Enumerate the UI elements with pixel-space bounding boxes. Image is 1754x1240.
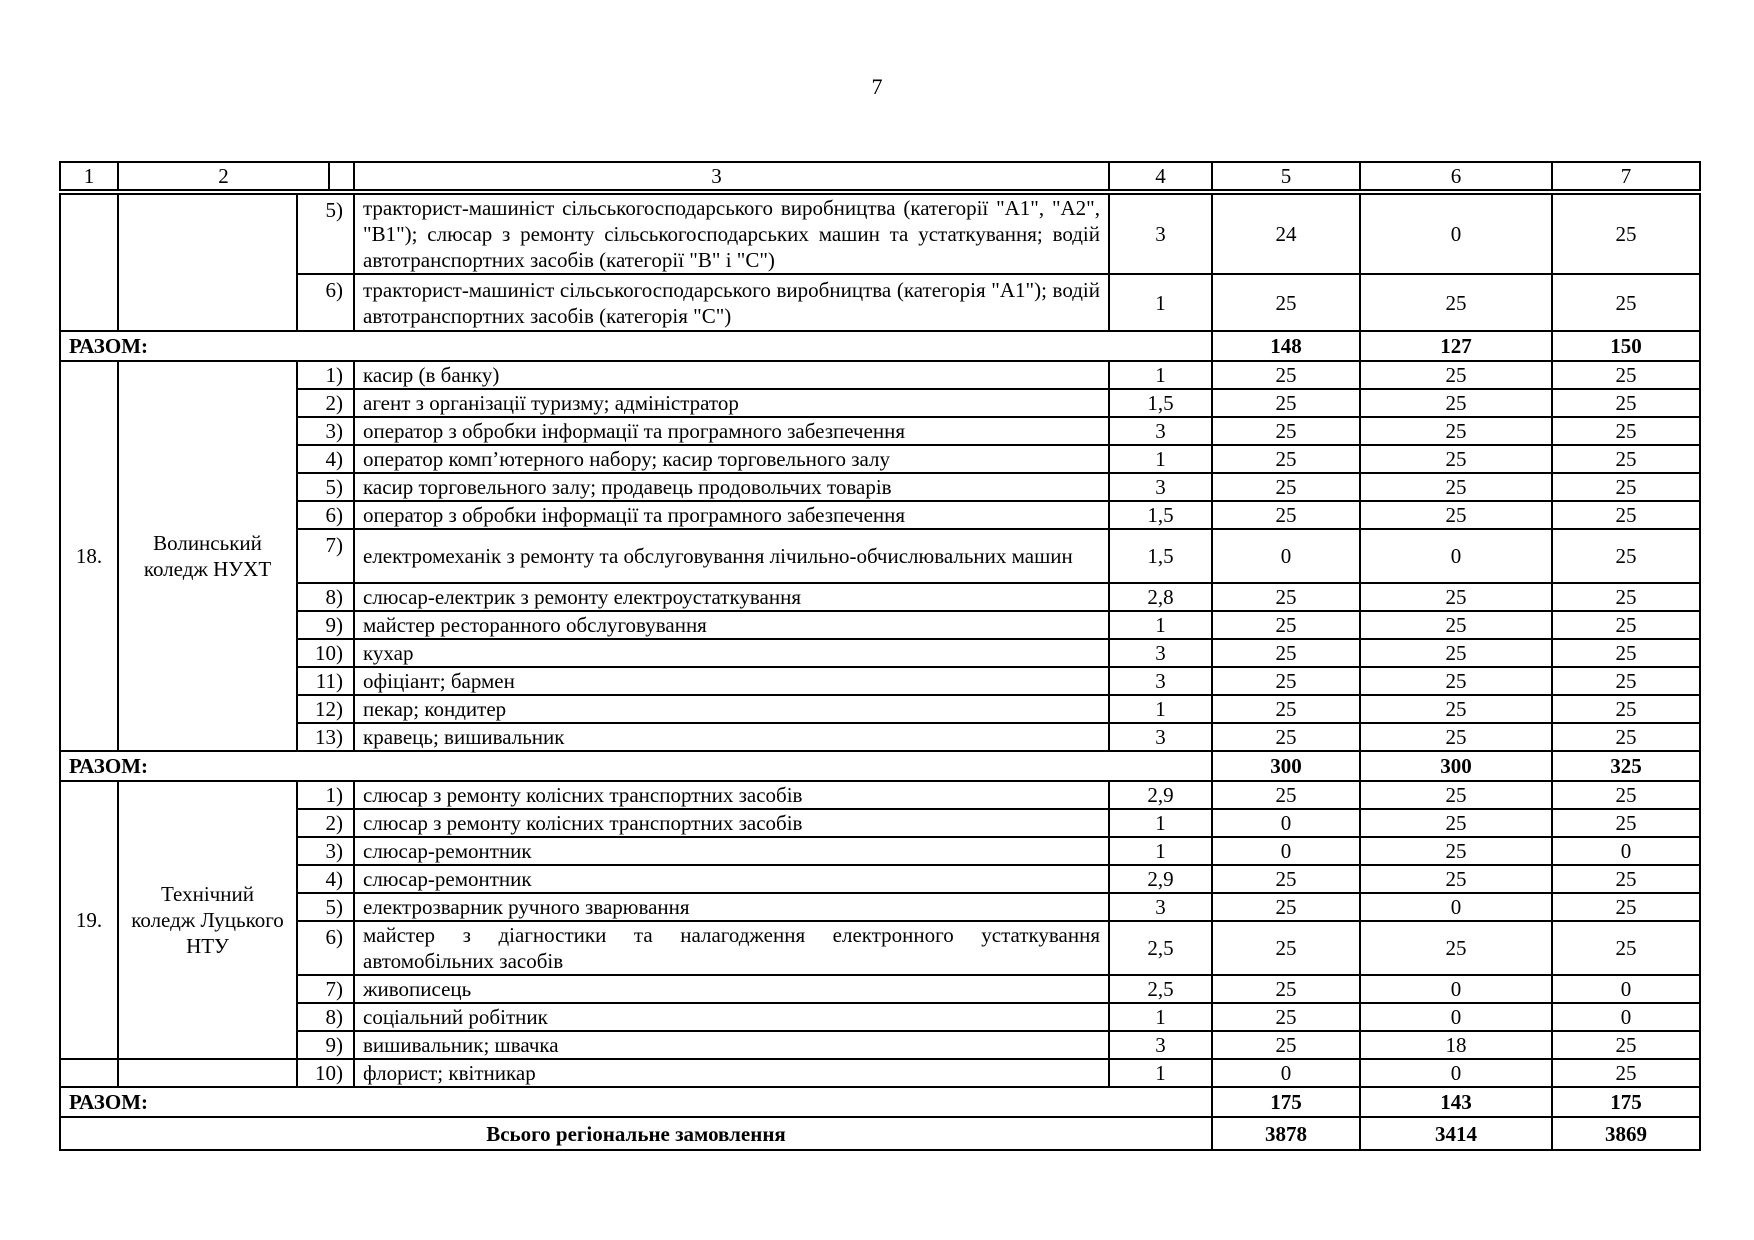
subtotal-col5: 175 bbox=[1212, 1087, 1360, 1117]
col6-value: 25 bbox=[1360, 809, 1552, 837]
subtotal-label: РАЗОМ: bbox=[60, 331, 1212, 361]
col4-value: 1 bbox=[1109, 611, 1212, 639]
col5-value: 25 bbox=[1212, 1003, 1360, 1031]
table-row bbox=[60, 667, 1700, 695]
row-number: 1) bbox=[297, 781, 354, 809]
profession: кухар bbox=[354, 639, 1109, 667]
table-row bbox=[60, 975, 1700, 1003]
col6-value: 25 bbox=[1360, 723, 1552, 751]
row-number: 8) bbox=[297, 1003, 354, 1031]
col7-value: 25 bbox=[1552, 417, 1700, 445]
col7-value: 25 bbox=[1552, 583, 1700, 611]
subtotal-col6: 143 bbox=[1360, 1087, 1552, 1117]
table-row bbox=[60, 445, 1700, 473]
column-header: 5 bbox=[1212, 162, 1360, 192]
col5-value: 25 bbox=[1212, 1031, 1360, 1059]
col7-value: 25 bbox=[1552, 192, 1700, 274]
col6-value: 25 bbox=[1360, 274, 1552, 331]
table-row bbox=[60, 583, 1700, 611]
table-row bbox=[60, 1031, 1700, 1059]
col4-value: 3 bbox=[1109, 723, 1212, 751]
col7-value: 25 bbox=[1552, 893, 1700, 921]
col5-value: 24 bbox=[1212, 192, 1360, 274]
row-number: 10) bbox=[297, 1059, 354, 1087]
col6-value: 0 bbox=[1360, 192, 1552, 274]
column-header: 7 bbox=[1552, 162, 1700, 192]
col7-value: 25 bbox=[1552, 1059, 1700, 1087]
table-row bbox=[60, 1003, 1700, 1031]
col4-value: 2,9 bbox=[1109, 781, 1212, 809]
institution-name: Волинський коледж НУХТ bbox=[118, 361, 297, 751]
table-row bbox=[60, 192, 1700, 274]
col4-value: 3 bbox=[1109, 667, 1212, 695]
col7-value: 25 bbox=[1552, 389, 1700, 417]
column-header: 6 bbox=[1360, 162, 1552, 192]
table-row bbox=[60, 695, 1700, 723]
row-number: 6) bbox=[297, 921, 354, 975]
col4-value: 1 bbox=[1109, 837, 1212, 865]
profession: слюсар з ремонту колісних транспортних засобів bbox=[354, 781, 1109, 809]
row-number: 7) bbox=[297, 529, 354, 583]
col5-value: 0 bbox=[1212, 529, 1360, 583]
table-row bbox=[60, 723, 1700, 751]
col6-value: 25 bbox=[1360, 417, 1552, 445]
col6-value: 25 bbox=[1360, 473, 1552, 501]
col4-value: 2,5 bbox=[1109, 921, 1212, 975]
row-number: 4) bbox=[297, 445, 354, 473]
institution-cell bbox=[118, 192, 297, 331]
col5-value: 25 bbox=[1212, 473, 1360, 501]
col5-value: 25 bbox=[1212, 723, 1360, 751]
col7-value: 25 bbox=[1552, 921, 1700, 975]
row-number: 3) bbox=[297, 417, 354, 445]
grand-total-col7: 3869 bbox=[1552, 1117, 1700, 1150]
table-row bbox=[60, 837, 1700, 865]
col4-value: 2,9 bbox=[1109, 865, 1212, 893]
row-number: 6) bbox=[297, 501, 354, 529]
col4-value: 1 bbox=[1109, 1059, 1212, 1087]
row-number: 13) bbox=[297, 723, 354, 751]
row-number: 6) bbox=[297, 274, 354, 331]
row-number: 9) bbox=[297, 1031, 354, 1059]
col5-value: 25 bbox=[1212, 445, 1360, 473]
institution-cell bbox=[118, 1059, 297, 1087]
profession: оператор з обробки інформації та програмного забезпечення bbox=[354, 501, 1109, 529]
profession: касир (в банку) bbox=[354, 361, 1109, 389]
index-cell bbox=[60, 192, 118, 331]
row-number: 12) bbox=[297, 695, 354, 723]
row-number: 7) bbox=[297, 975, 354, 1003]
subtotal-label: РАЗОМ: bbox=[60, 751, 1212, 781]
col4-value: 3 bbox=[1109, 1031, 1212, 1059]
column-header: 1 bbox=[60, 162, 118, 192]
subtotal-row bbox=[60, 1087, 1700, 1117]
row-number: 4) bbox=[297, 865, 354, 893]
profession: соціальний робітник bbox=[354, 1003, 1109, 1031]
col7-value: 25 bbox=[1552, 501, 1700, 529]
profession: оператор комп’ютерного набору; касир торговельного залу bbox=[354, 445, 1109, 473]
column-header-2: 2 bbox=[119, 163, 330, 189]
column-header: 3 bbox=[354, 162, 1109, 192]
table-row bbox=[60, 809, 1700, 837]
profession: агент з організації туризму; адміністратор bbox=[354, 389, 1109, 417]
grand-total-row bbox=[60, 1117, 1700, 1150]
col4-value: 3 bbox=[1109, 417, 1212, 445]
col6-value: 25 bbox=[1360, 583, 1552, 611]
col5-value: 25 bbox=[1212, 893, 1360, 921]
col6-value: 25 bbox=[1360, 361, 1552, 389]
col7-value: 25 bbox=[1552, 809, 1700, 837]
col5-value: 25 bbox=[1212, 975, 1360, 1003]
col4-value: 1 bbox=[1109, 1003, 1212, 1031]
table-row bbox=[60, 473, 1700, 501]
subtotal-col5: 148 bbox=[1212, 331, 1360, 361]
col7-value: 25 bbox=[1552, 611, 1700, 639]
profession: офіціант; бармен bbox=[354, 667, 1109, 695]
table-row bbox=[60, 893, 1700, 921]
col4-value: 3 bbox=[1109, 893, 1212, 921]
col5-value: 25 bbox=[1212, 865, 1360, 893]
col5-value: 0 bbox=[1212, 1059, 1360, 1087]
col7-value: 25 bbox=[1552, 445, 1700, 473]
profession: оператор з обробки інформації та програмного забезпечення bbox=[354, 417, 1109, 445]
row-number: 5) bbox=[297, 473, 354, 501]
profession: слюсар-ремонтник bbox=[354, 865, 1109, 893]
row-number: 11) bbox=[297, 667, 354, 695]
subtotal-col7: 175 bbox=[1552, 1087, 1700, 1117]
profession: слюсар з ремонту колісних транспортних засобів bbox=[354, 809, 1109, 837]
grand-total-col6: 3414 bbox=[1360, 1117, 1552, 1150]
col4-value: 1,5 bbox=[1109, 529, 1212, 583]
col7-value: 25 bbox=[1552, 274, 1700, 331]
col5-value: 25 bbox=[1212, 583, 1360, 611]
regional-order-table bbox=[59, 161, 1701, 1151]
page-number: 7 bbox=[871, 74, 883, 99]
col6-value: 25 bbox=[1360, 445, 1552, 473]
profession: слюсар-електрик з ремонту електроустаткування bbox=[354, 583, 1109, 611]
col4-value: 1 bbox=[1109, 274, 1212, 331]
subtotal-row bbox=[60, 751, 1700, 781]
col7-value: 25 bbox=[1552, 1031, 1700, 1059]
col6-value: 25 bbox=[1360, 921, 1552, 975]
subtotal-col5: 300 bbox=[1212, 751, 1360, 781]
profession: живописець bbox=[354, 975, 1109, 1003]
col5-value: 0 bbox=[1212, 837, 1360, 865]
col6-value: 25 bbox=[1360, 501, 1552, 529]
col6-value: 0 bbox=[1360, 975, 1552, 1003]
col7-value: 25 bbox=[1552, 695, 1700, 723]
col6-value: 25 bbox=[1360, 639, 1552, 667]
subtotal-col6: 300 bbox=[1360, 751, 1552, 781]
profession: слюсар-ремонтник bbox=[354, 837, 1109, 865]
col6-value: 25 bbox=[1360, 781, 1552, 809]
institution-index: 19. bbox=[60, 781, 118, 1059]
row-number: 3) bbox=[297, 837, 354, 865]
col7-value: 25 bbox=[1552, 473, 1700, 501]
table-row bbox=[60, 611, 1700, 639]
col5-value: 25 bbox=[1212, 611, 1360, 639]
col4-value: 2,5 bbox=[1109, 975, 1212, 1003]
col6-value: 25 bbox=[1360, 389, 1552, 417]
col6-value: 0 bbox=[1360, 1003, 1552, 1031]
col4-value: 3 bbox=[1109, 192, 1212, 274]
col4-value: 1,5 bbox=[1109, 501, 1212, 529]
profession: кравець; вишивальник bbox=[354, 723, 1109, 751]
col7-value: 25 bbox=[1552, 639, 1700, 667]
table-row bbox=[60, 921, 1700, 975]
col4-value: 1 bbox=[1109, 361, 1212, 389]
col5-value: 25 bbox=[1212, 417, 1360, 445]
table-row bbox=[60, 361, 1700, 389]
col4-value: 2,8 bbox=[1109, 583, 1212, 611]
col7-value: 25 bbox=[1552, 529, 1700, 583]
profession: вишивальник; швачка bbox=[354, 1031, 1109, 1059]
row-number: 1) bbox=[297, 361, 354, 389]
row-number: 2) bbox=[297, 389, 354, 417]
table-row bbox=[60, 529, 1700, 583]
col7-value: 0 bbox=[1552, 975, 1700, 1003]
col7-value: 25 bbox=[1552, 781, 1700, 809]
col7-value: 0 bbox=[1552, 1003, 1700, 1031]
col4-value: 1,5 bbox=[1109, 389, 1212, 417]
column-number-header-row bbox=[60, 162, 1700, 192]
col6-value: 25 bbox=[1360, 611, 1552, 639]
subtotal-col7: 325 bbox=[1552, 751, 1700, 781]
row-number: 9) bbox=[297, 611, 354, 639]
profession: пекар; кондитер bbox=[354, 695, 1109, 723]
col4-value: 1 bbox=[1109, 445, 1212, 473]
col5-value: 25 bbox=[1212, 274, 1360, 331]
row-number: 10) bbox=[297, 639, 354, 667]
institution-index: 18. bbox=[60, 361, 118, 751]
profession: майстер ресторанного обслуговування bbox=[354, 611, 1109, 639]
row-number: 8) bbox=[297, 583, 354, 611]
table-row bbox=[60, 781, 1700, 809]
col6-value: 25 bbox=[1360, 837, 1552, 865]
table-row bbox=[60, 865, 1700, 893]
col5-value: 25 bbox=[1212, 501, 1360, 529]
grand-total-label: Всього регіональне замовлення bbox=[60, 1117, 1212, 1150]
profession: електрозварник ручного зварювання bbox=[354, 893, 1109, 921]
col5-value: 25 bbox=[1212, 389, 1360, 417]
index-cell bbox=[60, 1059, 118, 1087]
profession: майстер з діагностики та налагодження електронного устаткування автомобільних засобів bbox=[354, 921, 1109, 975]
col6-value: 18 bbox=[1360, 1031, 1552, 1059]
institution-name: Технічний коледж Луцького НТУ bbox=[118, 781, 297, 1059]
col6-value: 25 bbox=[1360, 667, 1552, 695]
profession: тракторист-машиніст сільськогосподарського виробництва (категорії "A1", "A2", "B1"); слюсар з ремонту сільськогосподарських машин та устаткування; водій автотранспортних засобів (категорії "B" і "C") bbox=[354, 192, 1109, 274]
col6-value: 0 bbox=[1360, 529, 1552, 583]
col7-value: 25 bbox=[1552, 865, 1700, 893]
profession: електромеханік з ремонту та обслуговування лічильно-обчислювальних машин bbox=[354, 529, 1109, 583]
col6-value: 0 bbox=[1360, 1059, 1552, 1087]
col5-value: 25 bbox=[1212, 667, 1360, 695]
col4-value: 3 bbox=[1109, 473, 1212, 501]
col5-value: 0 bbox=[1212, 809, 1360, 837]
column-header: 4 bbox=[1109, 162, 1212, 192]
col5-value: 25 bbox=[1212, 781, 1360, 809]
table-row bbox=[60, 639, 1700, 667]
col5-value: 25 bbox=[1212, 695, 1360, 723]
row-number: 5) bbox=[297, 893, 354, 921]
profession: флорист; квітникар bbox=[354, 1059, 1109, 1087]
column-header bbox=[118, 162, 354, 192]
table-row bbox=[60, 274, 1700, 331]
col5-value: 25 bbox=[1212, 361, 1360, 389]
col6-value: 25 bbox=[1360, 695, 1552, 723]
table-row bbox=[60, 501, 1700, 529]
profession: тракторист-машиніст сільськогосподарського виробництва (категорія "A1"); водій автотранспортних засобів (категорія "C") bbox=[354, 274, 1109, 331]
table-row bbox=[60, 1059, 1700, 1087]
col7-value: 0 bbox=[1552, 837, 1700, 865]
subtotal-row bbox=[60, 331, 1700, 361]
col7-value: 25 bbox=[1552, 667, 1700, 695]
table-row bbox=[60, 389, 1700, 417]
table-row bbox=[60, 417, 1700, 445]
col4-value: 3 bbox=[1109, 639, 1212, 667]
row-number: 2) bbox=[297, 809, 354, 837]
grand-total-col5: 3878 bbox=[1212, 1117, 1360, 1150]
subtotal-col7: 150 bbox=[1552, 331, 1700, 361]
col5-value: 25 bbox=[1212, 639, 1360, 667]
col4-value: 1 bbox=[1109, 695, 1212, 723]
col4-value: 1 bbox=[1109, 809, 1212, 837]
col7-value: 25 bbox=[1552, 361, 1700, 389]
profession: касир торговельного залу; продавець продовольчих товарів bbox=[354, 473, 1109, 501]
subtotal-label: РАЗОМ: bbox=[60, 1087, 1212, 1117]
col5-value: 25 bbox=[1212, 921, 1360, 975]
col7-value: 25 bbox=[1552, 723, 1700, 751]
col6-value: 0 bbox=[1360, 893, 1552, 921]
subtotal-col6: 127 bbox=[1360, 331, 1552, 361]
col6-value: 25 bbox=[1360, 865, 1552, 893]
row-number: 5) bbox=[297, 192, 354, 274]
